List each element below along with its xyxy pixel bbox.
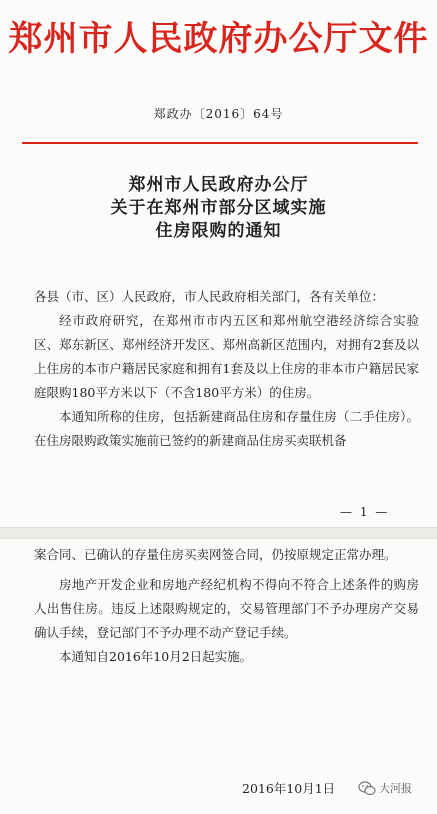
wechat-icon xyxy=(358,781,376,796)
notice-title-line-1: 郑州市人民政府办公厅 xyxy=(128,175,309,195)
notice-title-line-2: 关于在郑州市部分区域实施 xyxy=(110,198,327,218)
notice-title-line-3: 住房限购的通知 xyxy=(155,221,282,241)
paragraph-3: 房地产开发企业和房地产经纪机构不得向不符合上述条件的购房人出售住房。违反上述限购规定的，交易管理部门不予办理房产交易确认手续，登记部门不予办理不动产登记手续。 xyxy=(34,577,419,640)
watermark-text: 大河报 xyxy=(379,782,412,795)
red-divider-line xyxy=(22,142,418,144)
page-break-divider xyxy=(0,527,437,539)
watermark xyxy=(358,780,412,796)
paragraph-4: 本通知自2016年10月2日起实施。 xyxy=(59,649,253,664)
notice-title xyxy=(0,174,437,243)
body-page-1 xyxy=(34,285,419,453)
salutation: 各县（市、区）人民政府，市人民政府相关部门，各有关单位： xyxy=(34,289,385,304)
paragraph-1: 经市政府研究，在郑州市市内五区和郑州航空港经济综合实验区、郑东新区、郑州经济开发区、郑州高新区范围内，对拥有2套及以上住房的本市户籍居民家庭和拥有1套及以上住房的非本市户籍居民家庭限购180平方米以下（不含180平方米）的住房。 xyxy=(34,313,419,400)
page-number: — 1 — xyxy=(340,505,390,519)
document-header-title: 郑州市人民政府办公厅文件 xyxy=(8,19,429,59)
paragraph-2-part-2: 案合同、已确认的存量住房买卖网签合同，仍按原规定正常办理。 xyxy=(34,547,397,562)
signature-date: 2016年10月1日 xyxy=(242,781,336,796)
document-number: 郑政办〔2016〕64号 xyxy=(153,107,284,121)
body-page-2 xyxy=(34,543,419,669)
paragraph-2-part-1: 本通知所称的住房，包括新建商品住房和存量住房（二手住房）。在住房限购政策实施前已签约的新建商品住房买卖联机备 xyxy=(34,409,419,448)
